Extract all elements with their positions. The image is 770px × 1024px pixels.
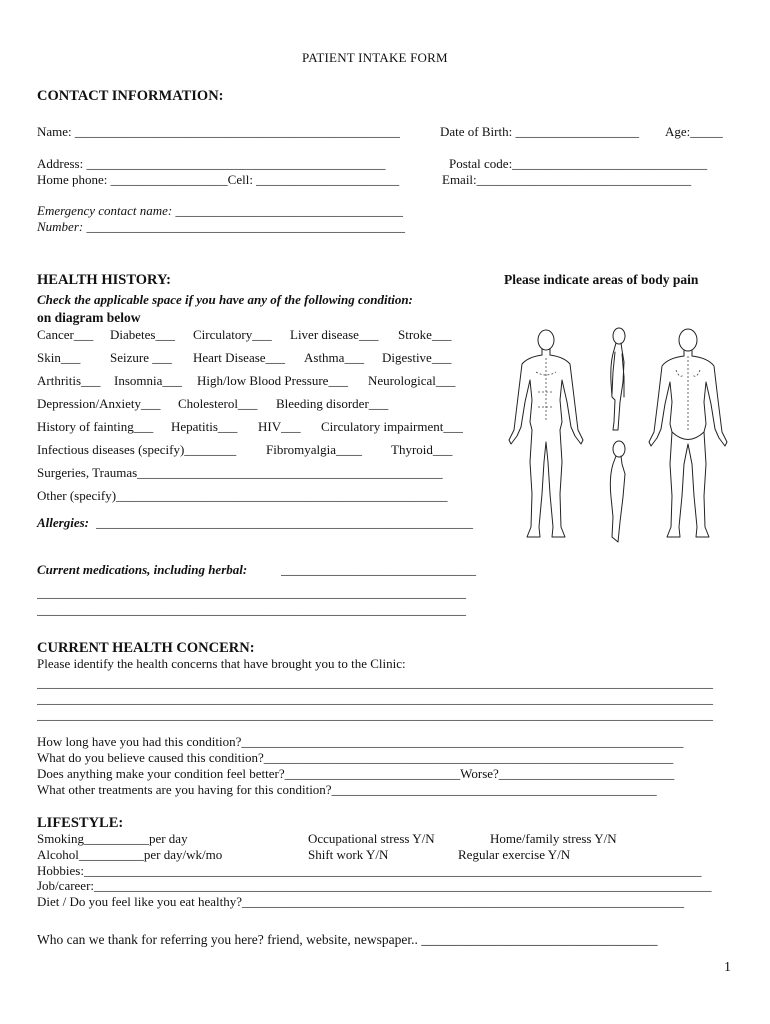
condition-hepatitis[interactable]: Hepatitis___ — [171, 419, 238, 434]
surgeries-field[interactable]: Surgeries, Traumas_______________________________________________ — [37, 465, 443, 480]
allergies-field[interactable]: __________________________________________________________ — [96, 515, 473, 530]
condition-blood-pressure[interactable]: High/low Blood Pressure___ — [197, 373, 348, 388]
occupational-stress-field[interactable]: Occupational stress Y/N — [308, 831, 435, 846]
page-number: 1 — [724, 960, 731, 975]
concern-line-2[interactable]: ________________________________________________________________________________________________________ — [37, 691, 713, 706]
condition-stroke[interactable]: Stroke___ — [398, 327, 452, 342]
diagram-instruction: on diagram below — [37, 310, 141, 325]
concern-line-3[interactable]: ________________________________________________________________________________________________________ — [37, 707, 713, 722]
referral-field[interactable]: Who can we thank for referring you here? friend, website, newspaper.. ___________________________________ — [37, 932, 658, 947]
condition-insomnia[interactable]: Insomnia___ — [114, 373, 182, 388]
side-figure-icon — [611, 328, 625, 430]
medications-line-2[interactable]: __________________________________________________________________ — [37, 585, 466, 600]
hobbies-field[interactable]: Hobbies:_______________________________________________________________________________________________ — [37, 863, 702, 878]
condition-seizure[interactable]: Seizure ___ — [110, 350, 172, 365]
condition-depression-anxiety[interactable]: Depression/Anxiety___ — [37, 396, 161, 411]
condition-circulatory[interactable]: Circulatory___ — [193, 327, 272, 342]
condition-asthma[interactable]: Asthma___ — [304, 350, 364, 365]
condition-fibromyalgia[interactable]: Fibromyalgia____ — [266, 442, 363, 457]
condition-diabetes[interactable]: Diabetes___ — [110, 327, 175, 342]
age-field[interactable]: Age:_____ — [665, 124, 723, 139]
condition-cancer[interactable]: Cancer___ — [37, 327, 94, 342]
concern-line-1[interactable]: ________________________________________________________________________________________________________ — [37, 675, 713, 690]
other-conditions-field[interactable]: Other (specify)___________________________________________________ — [37, 488, 448, 503]
condition-fainting[interactable]: History of fainting___ — [37, 419, 154, 434]
condition-infectious-diseases[interactable]: Infectious diseases (specify)________ — [37, 442, 237, 457]
condition-cholesterol[interactable]: Cholesterol___ — [178, 396, 258, 411]
condition-skin[interactable]: Skin___ — [37, 350, 81, 365]
email-field[interactable]: Email:_________________________________ — [442, 172, 692, 187]
concern-heading: CURRENT HEALTH CONCERN: — [37, 640, 255, 656]
condition-circulatory-impairment[interactable]: Circulatory impairment___ — [321, 419, 463, 434]
condition-liver-disease[interactable]: Liver disease___ — [290, 327, 379, 342]
dob-field[interactable]: Date of Birth: ___________________ — [440, 124, 639, 139]
condition-thyroid[interactable]: Thyroid___ — [391, 442, 453, 457]
body-pain-diagram[interactable] — [502, 322, 642, 552]
concern-prompt: Please identify the health concerns that have brought you to the Clinic: — [37, 656, 406, 671]
condition-digestive[interactable]: Digestive___ — [382, 350, 452, 365]
home-stress-field[interactable]: Home/family stress Y/N — [490, 831, 617, 846]
shift-work-field[interactable]: Shift work Y/N — [308, 847, 389, 862]
condition-heart-disease[interactable]: Heart Disease___ — [193, 350, 286, 365]
condition-duration-field[interactable]: How long have you had this condition?____________________________________________________________________ — [37, 734, 684, 749]
condition-arthritis[interactable]: Arthritis___ — [37, 373, 101, 388]
smoking-field[interactable]: Smoking__________per day — [37, 831, 188, 846]
medications-label: Current medications, including herbal: — [37, 562, 248, 577]
emergency-contact-number-field[interactable]: Number: _________________________________________________ — [37, 219, 405, 234]
contact-heading: CONTACT INFORMATION: — [37, 88, 224, 104]
lifestyle-heading: LIFESTYLE: — [37, 815, 124, 831]
phone-field[interactable]: Home phone: __________________Cell: ______________________ — [37, 172, 400, 187]
job-career-field[interactable]: Job/career:_______________________________________________________________________________________________ — [37, 878, 712, 893]
body-back-diagram[interactable] — [640, 322, 740, 552]
condition-better-worse-field[interactable]: Does anything make your condition feel better?___________________________Worse?___________________________ — [37, 766, 675, 781]
diet-field[interactable]: Diet / Do you feel like you eat healthy?____________________________________________________________________ — [37, 894, 685, 909]
regular-exercise-field[interactable]: Regular exercise Y/N — [458, 847, 571, 862]
body-pain-heading: Please indicate areas of body pain — [504, 272, 699, 287]
condition-cause-field[interactable]: What do you believe caused this condition?_______________________________________________________________ — [37, 750, 674, 765]
condition-neurological[interactable]: Neurological___ — [368, 373, 456, 388]
condition-hiv[interactable]: HIV___ — [258, 419, 301, 434]
back-figure-icon — [649, 329, 727, 537]
condition-bleeding-disorder[interactable]: Bleeding disorder___ — [276, 396, 389, 411]
postal-code-field[interactable]: Postal code:______________________________ — [449, 156, 708, 171]
health-history-heading: HEALTH HISTORY: — [37, 272, 171, 288]
form-title: PATIENT INTAKE FORM — [302, 50, 448, 65]
front-figure-icon — [509, 330, 583, 537]
medications-line-3[interactable]: __________________________________________________________________ — [37, 602, 466, 617]
other-treatments-field[interactable]: What other treatments are you having for this condition?__________________________________________________ — [37, 782, 657, 797]
emergency-contact-name-field[interactable]: Emergency contact name: ___________________________________ — [37, 203, 403, 218]
side-figure-lower-icon — [610, 441, 625, 542]
check-instruction: Check the applicable space if you have any of the following condition: — [37, 292, 413, 307]
allergies-label: Allergies: — [37, 515, 89, 530]
alcohol-field[interactable]: Alcohol__________per day/wk/mo — [37, 847, 223, 862]
name-field[interactable]: Name: __________________________________________________ — [37, 124, 400, 139]
address-field[interactable]: Address: ______________________________________________ — [37, 156, 386, 171]
medications-field[interactable]: ______________________________ — [281, 562, 476, 577]
